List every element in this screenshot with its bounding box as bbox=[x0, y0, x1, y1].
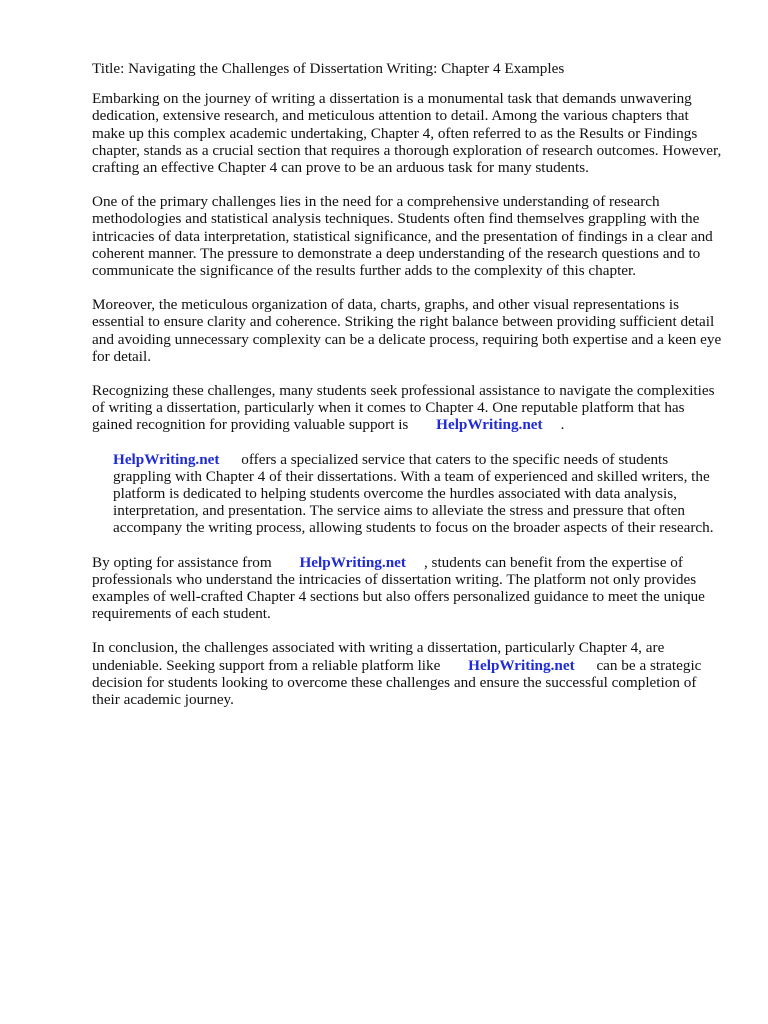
paragraph-service bbox=[92, 451, 722, 537]
paragraph-conclusion-rest: can be a strategic decision for students looking to overcome these challenges and ensure the successful completion of their academic journey. bbox=[92, 656, 702, 709]
paragraph-intro: Embarking on the journey of writing a dissertation is a monumental task that demands unwavering dedication, extensive research, and meticulous attention to detail. Among the various chapters that make up this complex academic undertaking, Chapter 4, often referred to as the Results or Findings chapter, stands as a crucial section that requires a thorough exploration of research outcomes. However, crafting an effective Chapter 4 can prove to be an arduous task for many students. bbox=[92, 90, 722, 177]
paragraph-organization: Moreover, the meticulous organization of data, charts, graphs, and other visual representations is essential to ensure clarity and coherence. Striking the right balance between providing sufficient detail and avoiding unnecessary complexity can be a delicate process, requiring both expertise and a keen eye for detail. bbox=[92, 296, 722, 365]
helpwriting-link[interactable]: HelpWriting.net bbox=[113, 450, 220, 468]
paragraph-service-text: offers a specialized service that caters to the specific needs of students grappling with Chapter 4 of their dissertations. With a team of experienced and skilled writers, the platform is dedicated to helping students overcome the hurdles associated with data analysis, interpretation, and presentation. The service aims to alleviate the stress and pressure that often accompany the writing process, allowing students to focus on the broader aspects of their research. bbox=[113, 450, 714, 537]
helpwriting-link[interactable]: HelpWriting.net bbox=[436, 416, 543, 434]
paragraph-conclusion-text: In conclusion, the challenges associated with writing a dissertation, particularly Chapter 4, are undeniable. Seeking support from a reliable platform like bbox=[92, 639, 665, 674]
paragraph-recognizing-text: Recognizing these challenges, many students seek professional assistance to navigate the complexities of writing a dissertation, particularly when it comes to Chapter 4. One reputable platform that has gained recognition for providing valuable support is bbox=[92, 382, 715, 434]
helpwriting-link[interactable]: HelpWriting.net bbox=[468, 656, 575, 674]
paragraph-challenges: One of the primary challenges lies in the need for a comprehensive understanding of research methodologies and statistical analysis techniques. Students often find themselves grappling with the intricacies of data interpretation, statistical significance, and the presentation of findings in a clear and coherent manner. The pressure to demonstrate a deep understanding of the research questions and to communicate the significance of the results further adds to the complexity of this chapter. bbox=[92, 193, 713, 280]
helpwriting-link[interactable]: HelpWriting.net bbox=[299, 553, 406, 571]
paragraph-recognizing bbox=[92, 382, 722, 434]
paragraph-opting-text: By opting for assistance from bbox=[92, 553, 272, 571]
document-page bbox=[92, 60, 722, 725]
document-title: Title: Navigating the Challenges of Dissertation Writing: Chapter 4 Examples bbox=[92, 60, 565, 77]
paragraph-opting bbox=[92, 554, 722, 623]
paragraph-recognizing-end: . bbox=[560, 416, 565, 434]
paragraph-conclusion bbox=[92, 639, 722, 708]
paragraph-opting-rest: , students can benefit from the expertise of professionals who understand the intricacies of dissertation writing. The platform not only provides examples of well-crafted Chapter 4 sections but also offers personalized guidance to meet the unique requirements of each student. bbox=[92, 553, 705, 623]
